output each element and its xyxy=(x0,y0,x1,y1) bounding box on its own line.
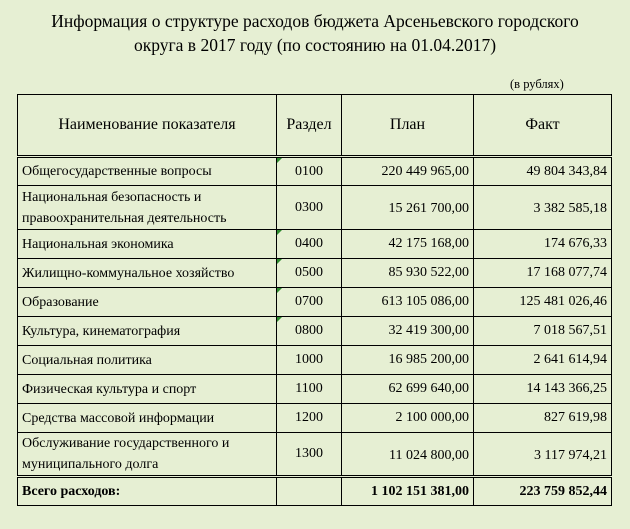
budget-table xyxy=(17,94,612,506)
row-plan: 11 024 800,00 xyxy=(342,433,474,477)
row-section-value: 0700 xyxy=(295,294,323,309)
row-section-value: 1000 xyxy=(295,352,323,367)
report-title-line-2: округа в 2017 году (по состоянию на 01.04.2017) xyxy=(133,35,497,55)
row-name: Образование xyxy=(18,288,277,317)
table-row xyxy=(18,404,612,433)
cell-marker-icon xyxy=(277,317,282,322)
header-fact: Факт xyxy=(474,95,612,157)
row-plan: 62 699 640,00 xyxy=(342,375,474,404)
row-name: Физическая культура и спорт xyxy=(18,375,277,404)
table-row xyxy=(18,186,612,230)
table-row xyxy=(18,317,612,346)
report-title-line-1: Информация о структуре расходов бюджета Арсеньевского городского xyxy=(51,11,579,31)
row-section xyxy=(277,259,342,288)
table-row xyxy=(18,288,612,317)
row-section xyxy=(277,317,342,346)
row-section-value: 1100 xyxy=(295,381,323,396)
row-section-value: 0500 xyxy=(295,265,323,280)
row-plan: 2 100 000,00 xyxy=(342,404,474,433)
cell-marker-icon xyxy=(277,259,282,264)
row-section-value: 0300 xyxy=(295,199,323,215)
row-section xyxy=(277,433,342,477)
row-section-value: 0400 xyxy=(295,236,323,251)
row-section-value: 1300 xyxy=(295,446,323,461)
row-fact: 2 641 614,94 xyxy=(474,346,612,375)
row-section xyxy=(277,288,342,317)
table-row xyxy=(18,230,612,259)
row-plan: 85 930 522,00 xyxy=(342,259,474,288)
total-row xyxy=(18,477,612,506)
row-plan: 42 175 168,00 xyxy=(342,230,474,259)
units-note: (в рублях) xyxy=(510,77,564,91)
row-section xyxy=(277,186,342,230)
row-fact: 827 619,98 xyxy=(474,404,612,433)
total-section xyxy=(277,477,342,506)
row-fact: 49 804 343,84 xyxy=(474,157,612,186)
row-name: Обслуживание государственного и муниципального долга xyxy=(18,433,277,477)
row-plan: 220 449 965,00 xyxy=(342,157,474,186)
row-plan: 32 419 300,00 xyxy=(342,317,474,346)
report-title xyxy=(0,9,630,57)
row-name: Культура, кинематография xyxy=(18,317,277,346)
row-plan: 613 105 086,00 xyxy=(342,288,474,317)
table-row xyxy=(18,157,612,186)
table-row xyxy=(18,259,612,288)
row-name: Общегосударственные вопросы xyxy=(18,157,277,186)
row-section xyxy=(277,157,342,186)
row-name: Национальная безопасность и правоохранительная деятельность xyxy=(18,186,277,230)
row-fact: 17 168 077,74 xyxy=(474,259,612,288)
row-section-value: 1200 xyxy=(295,410,323,425)
row-fact: 125 481 026,46 xyxy=(474,288,612,317)
header-plan: План xyxy=(342,95,474,157)
row-section-value: 0800 xyxy=(295,323,323,338)
header-section: Раздел xyxy=(277,95,342,157)
row-name: Национальная экономика xyxy=(18,230,277,259)
table-row xyxy=(18,375,612,404)
cell-marker-icon xyxy=(277,288,282,293)
row-fact: 14 143 366,25 xyxy=(474,375,612,404)
row-fact: 3 382 585,18 xyxy=(474,186,612,230)
header-name: Наименование показателя xyxy=(18,95,277,157)
row-fact: 7 018 567,51 xyxy=(474,317,612,346)
row-fact: 174 676,33 xyxy=(474,230,612,259)
row-name: Средства массовой информации xyxy=(18,404,277,433)
total-fact: 223 759 852,44 xyxy=(474,477,612,506)
row-plan: 16 985 200,00 xyxy=(342,346,474,375)
row-section xyxy=(277,230,342,259)
row-name: Социальная политика xyxy=(18,346,277,375)
row-section xyxy=(277,346,342,375)
table-row xyxy=(18,433,612,477)
row-name: Жилищно-коммунальное хозяйство xyxy=(18,259,277,288)
total-plan: 1 102 151 381,00 xyxy=(342,477,474,506)
row-fact: 3 117 974,21 xyxy=(474,433,612,477)
cell-marker-icon xyxy=(277,158,282,163)
row-section xyxy=(277,375,342,404)
table-row xyxy=(18,346,612,375)
total-label: Всего расходов: xyxy=(18,477,277,506)
cell-marker-icon xyxy=(277,230,282,235)
row-section-value: 0100 xyxy=(295,163,323,179)
table-header-row xyxy=(18,95,612,157)
row-plan: 15 261 700,00 xyxy=(342,186,474,230)
row-section xyxy=(277,404,342,433)
